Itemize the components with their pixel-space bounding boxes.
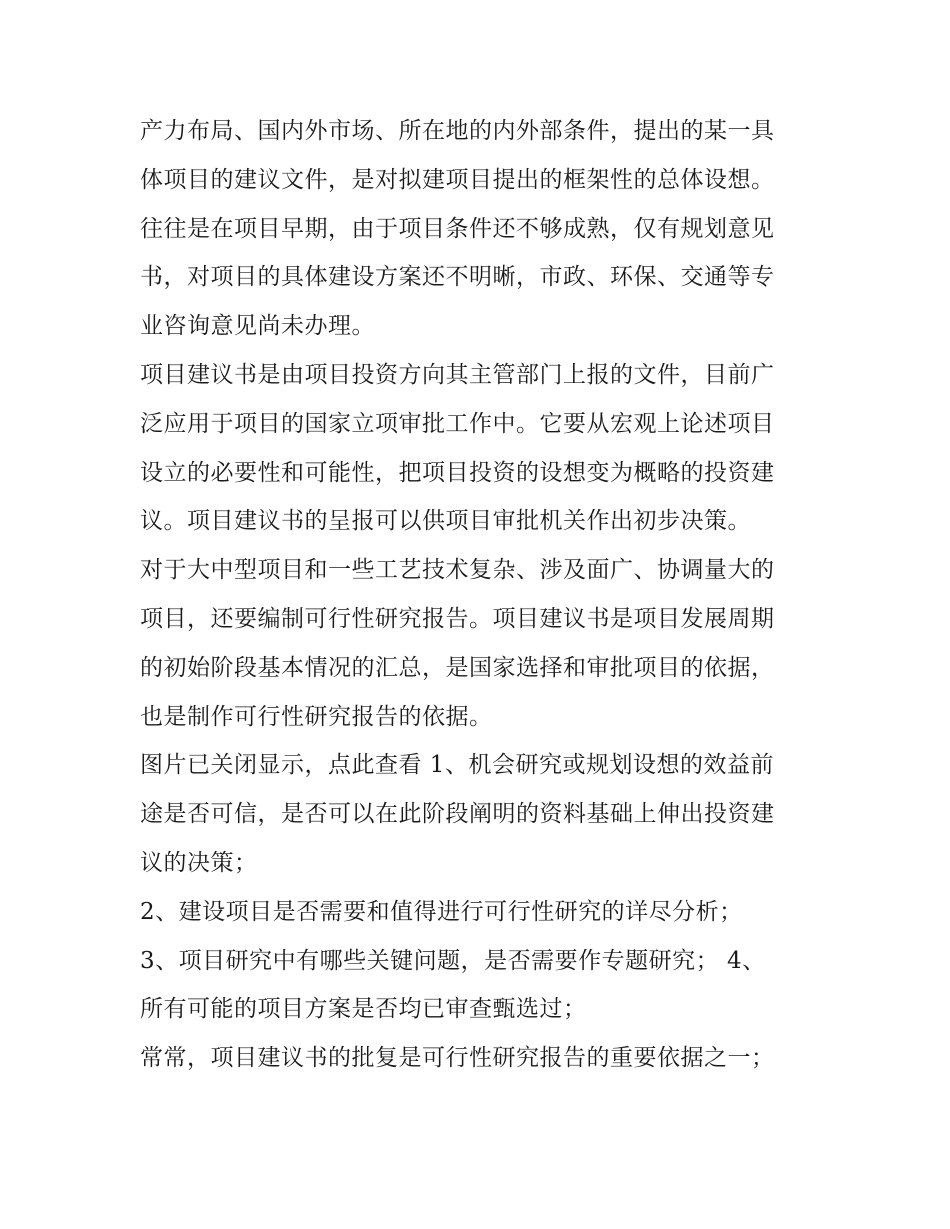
text-line: 也是制作可行性研究报告的依据。 — [140, 703, 493, 730]
text-line: 设立的必要性和可能性，把项目投资的设想变为概略的投资建 — [140, 459, 775, 486]
text-line: 泛应用于项目的国家立项审批工作中。它要从宏观上论述项目 — [140, 410, 775, 437]
text-line: 常常，项目建议书的批复是可行性研究报告的重要依据之一； — [140, 1045, 775, 1072]
text-line: 业咨询意见尚未办理。 — [140, 313, 375, 340]
text-line: 议的决策； — [140, 849, 258, 876]
text-line: 产力布局、国内外市场、所在地的内外部条件，提出的某一具 — [140, 118, 775, 144]
text-line: 体项目的建议文件，是对拟建项目提出的框架性的总体设想。 — [140, 166, 775, 193]
text-line: 2、建设项目是否需要和值得进行可行性研究的详尽分析； — [140, 898, 743, 925]
text-line: 的初始阶段基本情况的汇总，是国家选择和审批项目的依据， — [140, 654, 775, 681]
text-line: 项目，还要编制可行性研究报告。项目建议书是项目发展周期 — [140, 605, 775, 632]
image-hidden-link-line[interactable]: 图片已关闭显示，点此查看 1、机会研究或规划设想的效益前 — [140, 752, 774, 779]
text-line: 途是否可信，是否可以在此阶段阐明的资料基础上伸出投资建 — [140, 801, 775, 828]
document-body — [140, 107, 820, 1083]
text-line: 3、项目研究中有哪些关键问题，是否需要作专题研究； 4、 — [140, 947, 766, 974]
text-line: 对于大中型项目和一些工艺技术复杂、涉及面广、协调量大的 — [140, 557, 775, 584]
text-line: 议。项目建议书的呈报可以供项目审批机关作出初步决策。 — [140, 508, 751, 535]
text-line: 书，对项目的具体建设方案还不明晰，市政、环保、交通等专 — [140, 264, 775, 291]
text-line: 所有可能的项目方案是否均已审查甄选过； — [140, 996, 587, 1023]
text-line: 往往是在项目早期，由于项目条件还不够成熟，仅有规划意见 — [140, 215, 775, 242]
text-line: 项目建议书是由项目投资方向其主管部门上报的文件，目前广 — [140, 361, 775, 388]
